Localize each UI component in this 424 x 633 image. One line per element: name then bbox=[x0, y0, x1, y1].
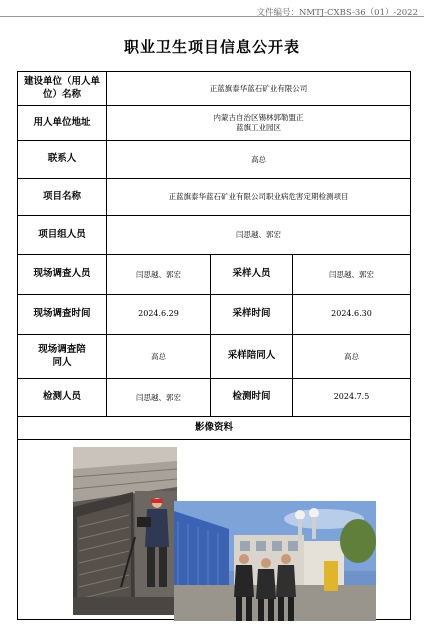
info-table bbox=[17, 71, 411, 620]
survey-staff-value: 闫思越、郭宏 bbox=[107, 255, 211, 295]
file-number: 文件编号：NMTJ-CXBS-36（01）-2022 bbox=[256, 8, 418, 18]
table-row bbox=[18, 141, 411, 179]
table-row bbox=[18, 417, 411, 440]
table-row bbox=[18, 72, 411, 106]
address-label: 用人单位地址 bbox=[18, 106, 107, 141]
images-cell bbox=[18, 440, 411, 620]
address-value bbox=[107, 106, 411, 141]
project-members-label: 项目组人员 bbox=[18, 216, 107, 255]
project-name-label: 项目名称 bbox=[18, 179, 107, 216]
address-text: 内蒙古自治区锡林郭勒盟正蓝旗工业园区 bbox=[213, 113, 304, 132]
tester-value: 闫思越、郭宏 bbox=[107, 379, 211, 417]
table-row bbox=[18, 216, 411, 255]
table-row bbox=[18, 440, 411, 620]
team-group-photo bbox=[174, 501, 376, 621]
team-group-photo-image bbox=[174, 501, 376, 621]
survey-time-label: 现场调查时间 bbox=[18, 295, 107, 335]
survey-escort-value: 高总 bbox=[107, 335, 211, 379]
contact-label: 联系人 bbox=[18, 141, 107, 179]
images-label: 影像资料 bbox=[18, 417, 411, 440]
survey-escort-label bbox=[18, 335, 107, 379]
survey-escort-label-text: 现场调查陪同人 bbox=[38, 344, 86, 368]
photo-area bbox=[18, 441, 410, 619]
sample-escort-label: 采样陪同人 bbox=[211, 335, 293, 379]
table-row bbox=[18, 255, 411, 295]
sampler-value: 闫思越、郭宏 bbox=[293, 255, 411, 295]
employer-label: 建设单位（用人单位）名称 bbox=[18, 72, 107, 106]
project-name-value: 正蓝旗泰华蓝石矿业有限公司职业病危害定期检测项目 bbox=[107, 179, 411, 216]
sample-time-label: 采样时间 bbox=[211, 295, 293, 335]
survey-staff-label: 现场调查人员 bbox=[18, 255, 107, 295]
table-row bbox=[18, 335, 411, 379]
field-sampling-photo bbox=[73, 447, 177, 615]
sample-escort-value: 高总 bbox=[293, 335, 411, 379]
table-row bbox=[18, 295, 411, 335]
sample-time-value: 2024.6.30 bbox=[293, 295, 411, 335]
test-time-label: 检测时间 bbox=[211, 379, 293, 417]
field-sampling-photo-image bbox=[73, 447, 177, 615]
test-time-value: 2024.7.5 bbox=[293, 379, 411, 417]
tester-label: 检测人员 bbox=[18, 379, 107, 417]
project-members-value: 闫思越、郭宏 bbox=[107, 216, 411, 255]
table-row bbox=[18, 179, 411, 216]
sampler-label: 采样人员 bbox=[211, 255, 293, 295]
table-row bbox=[18, 106, 411, 141]
contact-value: 高总 bbox=[107, 141, 411, 179]
employer-value: 正蓝旗泰华蓝石矿业有限公司 bbox=[107, 72, 411, 106]
table-row bbox=[18, 379, 411, 417]
document-title: 职业卫生项目信息公开表 bbox=[123, 38, 300, 56]
survey-time-value: 2024.6.29 bbox=[107, 295, 211, 335]
